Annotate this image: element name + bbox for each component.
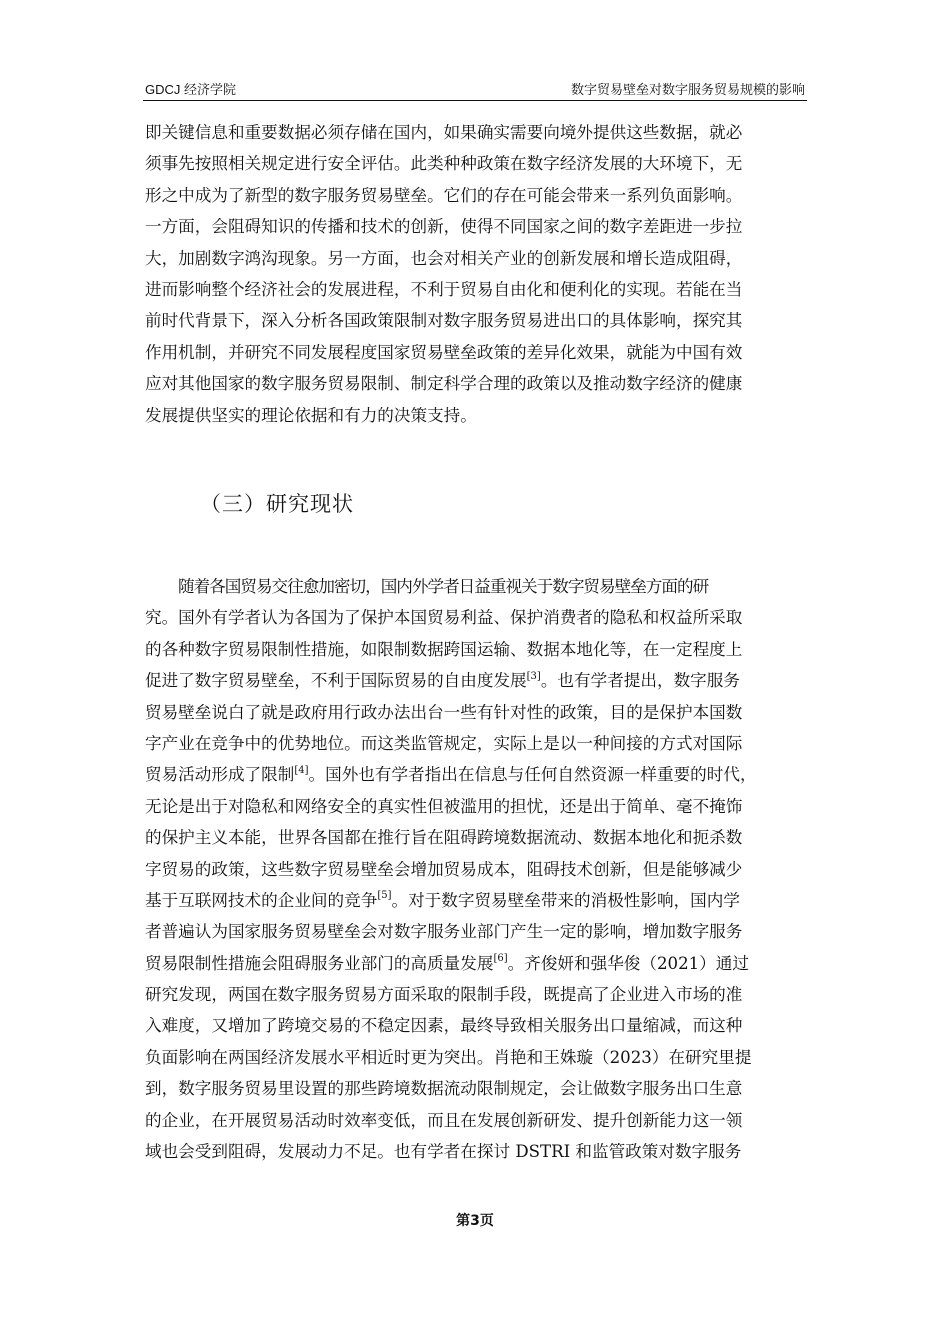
line-text: 者普遍认为国家服务贸易壁垒会对数字服务业部门产生一定的影响，增加数字服务 (145, 922, 743, 942)
text-line (145, 759, 805, 790)
text-line (145, 885, 805, 916)
text-line (145, 979, 805, 1010)
line-text: 基于互联网技术的企业间的竞争 (145, 890, 378, 910)
header-thesis-title: 数字贸易壁垒对数字服务贸易规模的影响 (570, 82, 805, 97)
text-line (145, 571, 805, 602)
text-line (145, 1073, 805, 1104)
line-text: 到，数字服务贸易里设置的那些跨境数据流动限制规定，会让做数字服务出口生意 (145, 1079, 743, 1099)
page-number: 第3页 (456, 1213, 494, 1229)
line-text: 负面影响在两国经济发展水平相近时更为突出。肖艳和王姝璇（2023）在研究里提 (145, 1047, 752, 1067)
line-text: 究。国外有学者认为各国为了保护本国贸易利益、保护消费者的隐私和权益所采取 (145, 608, 743, 628)
citation-marker: [5] (377, 890, 392, 902)
text-line: 应对其他国家的数字服务贸易限制、制定科学合理的政策以及推动数字经济的健康 (145, 374, 743, 394)
text-line (145, 948, 805, 979)
text-line (145, 697, 805, 728)
line-text: 促进了数字贸易壁垒，不利于国际贸易的自由度发展 (145, 671, 527, 691)
research-status-paragraph (145, 571, 805, 1167)
text-line: 作用机制，并研究不同发展程度国家贸易壁垒政策的差异化效果，就能为中国有效 (145, 342, 743, 362)
line-text: 无论是出于对隐私和网络安全的真实性但被滥用的担忧，还是出于简单、毫不掩饰 (145, 796, 743, 816)
line-text: 。国外也有学者指出在信息与任何自然资源一样重要的时代， (308, 765, 757, 785)
line-text: 随着各国贸易交往愈加密切，国内外学者日益重视关于数字贸易壁垒方面的研 (178, 577, 709, 596)
text-line (145, 634, 805, 665)
line-text: 字产业在竞争中的优势地位。而这类监管规定，实际上是以一种间接的方式对国际 (145, 733, 743, 753)
text-line: 须事先按照相关规定进行安全评估。此类种种政策在数字经济发展的大环境下，无 (145, 154, 743, 174)
text-line (145, 854, 805, 885)
line-text: 。也有学者提出，数字服务 (540, 671, 740, 691)
line-text: 字贸易的政策，这些数字贸易壁垒会增加贸易成本，阻碍技术创新，但是能够减少 (145, 859, 743, 879)
line-text: 入难度，又增加了跨境交易的不稳定因素，最终导致相关服务出口量缩减，而这种 (145, 1016, 743, 1036)
text-line (145, 1105, 805, 1136)
text-line: 即关键信息和重要数据必须存储在国内，如果确实需要向境外提供这些数据，就必 (145, 123, 743, 142)
line-text: 。齐俊妍和强华俊（2021）通过 (507, 953, 749, 973)
line-text: 的保护主义本能，世界各国都在推行旨在阻碍跨境数据流动、数据本地化和扼杀数 (145, 828, 743, 848)
text-line (145, 1136, 805, 1167)
line-text: 贸易限制性措施会阻碍服务业部门的高质量发展 (145, 953, 494, 973)
header-divider (143, 100, 807, 101)
text-line: 发展提供坚实的理论依据和有力的决策支持。 (145, 405, 477, 425)
line-text: 的企业，在开展贸易活动时效率变低，而且在发展创新研发、提升创新能力这一领 (145, 1110, 743, 1130)
text-line (145, 791, 805, 822)
line-text: 贸易壁垒说白了就是政府用行政办法出台一些有针对性的政策，目的是保护本国数 (145, 702, 743, 722)
text-line (145, 916, 805, 947)
text-line (145, 665, 805, 696)
text-line: 前时代背景下，深入分析各国政策限制对数字服务贸易进出口的具体影响，探究其 (145, 311, 743, 331)
section-heading: （三）研究现状 (200, 492, 354, 516)
text-line (145, 728, 805, 759)
text-line (145, 1010, 805, 1041)
text-line: 大，加剧数字鸿沟现象。另一方面，也会对相关产业的创新发展和增长造成阻碍， (145, 248, 743, 268)
line-text: 域也会受到阻碍，发展动力不足。也有学者在探讨 DSTRI 和监管政策对数字服务 (145, 1142, 742, 1162)
citation-marker: [3] (526, 670, 541, 682)
intro-paragraph (145, 117, 805, 431)
line-text: 贸易活动形成了限制 (145, 765, 295, 785)
line-text: 。对于数字贸易壁垒带来的消极性影响，国内学 (391, 890, 740, 910)
line-text: 的各种数字贸易限制性措施，如限制数据跨国运输、数据本地化等，在一定程度上 (145, 639, 743, 659)
text-line (145, 602, 805, 633)
citation-marker: [6] (493, 953, 508, 965)
header-institution: GDCJ 经济学院 (145, 82, 237, 97)
text-line (145, 822, 805, 853)
page-header (145, 79, 805, 101)
text-line (145, 1042, 805, 1073)
line-text: 研究发现，两国在数字服务贸易方面采取的限制手段，既提高了企业进入市场的准 (145, 985, 743, 1005)
text-line: 一方面，会阻碍知识的传播和技术的创新，使得不同国家之间的数字差距进一步拉 (145, 217, 743, 237)
citation-marker: [4] (294, 764, 309, 776)
text-line: 进而影响整个经济社会的发展进程，不利于贸易自由化和便利化的实现。若能在当 (145, 279, 743, 299)
text-line: 形之中成为了新型的数字服务贸易壁垒。它们的存在可能会带来一系列负面影响。 (145, 185, 743, 205)
